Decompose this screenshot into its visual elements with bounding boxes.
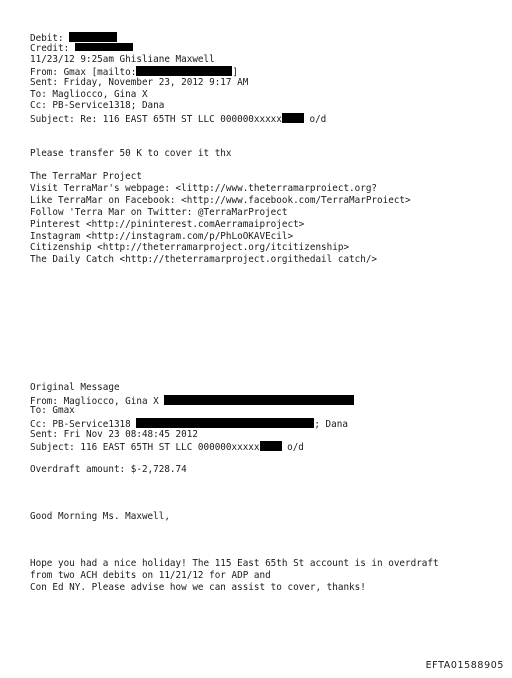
subject-suffix: o/d bbox=[309, 114, 327, 125]
signature-line: Pinterest <http://pininterest.comAerramaiproject> bbox=[30, 219, 305, 230]
cc-line: Cc: PB-Service1318; Dana bbox=[30, 100, 165, 111]
credit-line bbox=[30, 43, 133, 54]
original-heading: Original Message bbox=[30, 382, 120, 393]
original-cc-suffix: ; Dana bbox=[314, 419, 348, 430]
original-from-line bbox=[30, 395, 354, 407]
greeting-line: Good Morning Ms. Maxwell, bbox=[30, 511, 170, 522]
redaction-box bbox=[69, 32, 117, 42]
document-id: EFTA01588905 bbox=[425, 660, 504, 671]
credit-label: Credit: bbox=[30, 43, 70, 54]
signature-line: The Daily Catch <http://theterramarproject.orgithedail catch/> bbox=[30, 254, 378, 265]
original-cc-label: Cc: PB-Service1318 bbox=[30, 419, 131, 430]
redaction-box bbox=[136, 66, 232, 76]
original-body-line: Con Ed NY. Please advise how we can assist to cover, thanks! bbox=[30, 582, 366, 593]
original-from-label: From: Magliocco, Gina X bbox=[30, 396, 159, 407]
signature-line: Citizenship <http://theterramarproject.org/itcitizenship> bbox=[30, 242, 350, 253]
original-subject-suffix: o/d bbox=[287, 442, 304, 453]
original-subject-line bbox=[30, 441, 304, 453]
signature-line: The TerraMar Project bbox=[30, 171, 142, 182]
original-subject-label: Subject: 116 EAST 65TH ST LLC 000000xxxxx bbox=[30, 442, 260, 453]
debit-label: Debit: bbox=[30, 33, 64, 44]
overdraft-line: Overdraft amount: $-2,728.74 bbox=[30, 464, 187, 475]
redaction-box bbox=[164, 395, 354, 405]
redaction-box bbox=[282, 113, 304, 123]
original-body-line: from two ACH debits on 11/21/12 for ADP and bbox=[30, 570, 271, 581]
sent-line: Sent: Friday, November 23, 2012 9:17 AM bbox=[30, 77, 249, 88]
timestamp-line: 11/23/12 9:25am Ghisliane Maxwell bbox=[30, 54, 215, 65]
signature-line: Like TerraMar on Facebook: <http://www.facebook.com/TerraMarProiect> bbox=[30, 195, 411, 206]
redaction-box bbox=[136, 418, 314, 428]
signature-line: Instagram <http://instagram.com/p/PhLoOKAVEcil> bbox=[30, 231, 294, 242]
to-line: To: Magliocco, Gina X bbox=[30, 89, 148, 100]
original-sent-line: Sent: Fri Nov 23 08:48:45 2012 bbox=[30, 429, 198, 440]
original-body-line: Hope you had a nice holiday! The 115 East 65th St account is in overdraft bbox=[30, 558, 439, 569]
original-to-line: To: Gmax bbox=[30, 405, 75, 416]
from-suffix: ] bbox=[232, 67, 238, 78]
subject-label: Subject: Re: 116 EAST 65TH ST LLC 000000xxxxx bbox=[30, 114, 282, 125]
subject-line bbox=[30, 113, 326, 125]
redaction-box bbox=[75, 43, 133, 51]
signature-line: Visit TerraMar's webpage: <littp://www.theterramarproiect.org? bbox=[30, 183, 378, 194]
from-label: From: Gmax [mailto: bbox=[30, 67, 137, 78]
reply-body: Please transfer 50 K to cover it thx bbox=[30, 148, 232, 159]
signature-line: Follow 'Terra Mar on Twitter: @TerraMarProject bbox=[30, 207, 288, 218]
redaction-box bbox=[260, 441, 282, 451]
